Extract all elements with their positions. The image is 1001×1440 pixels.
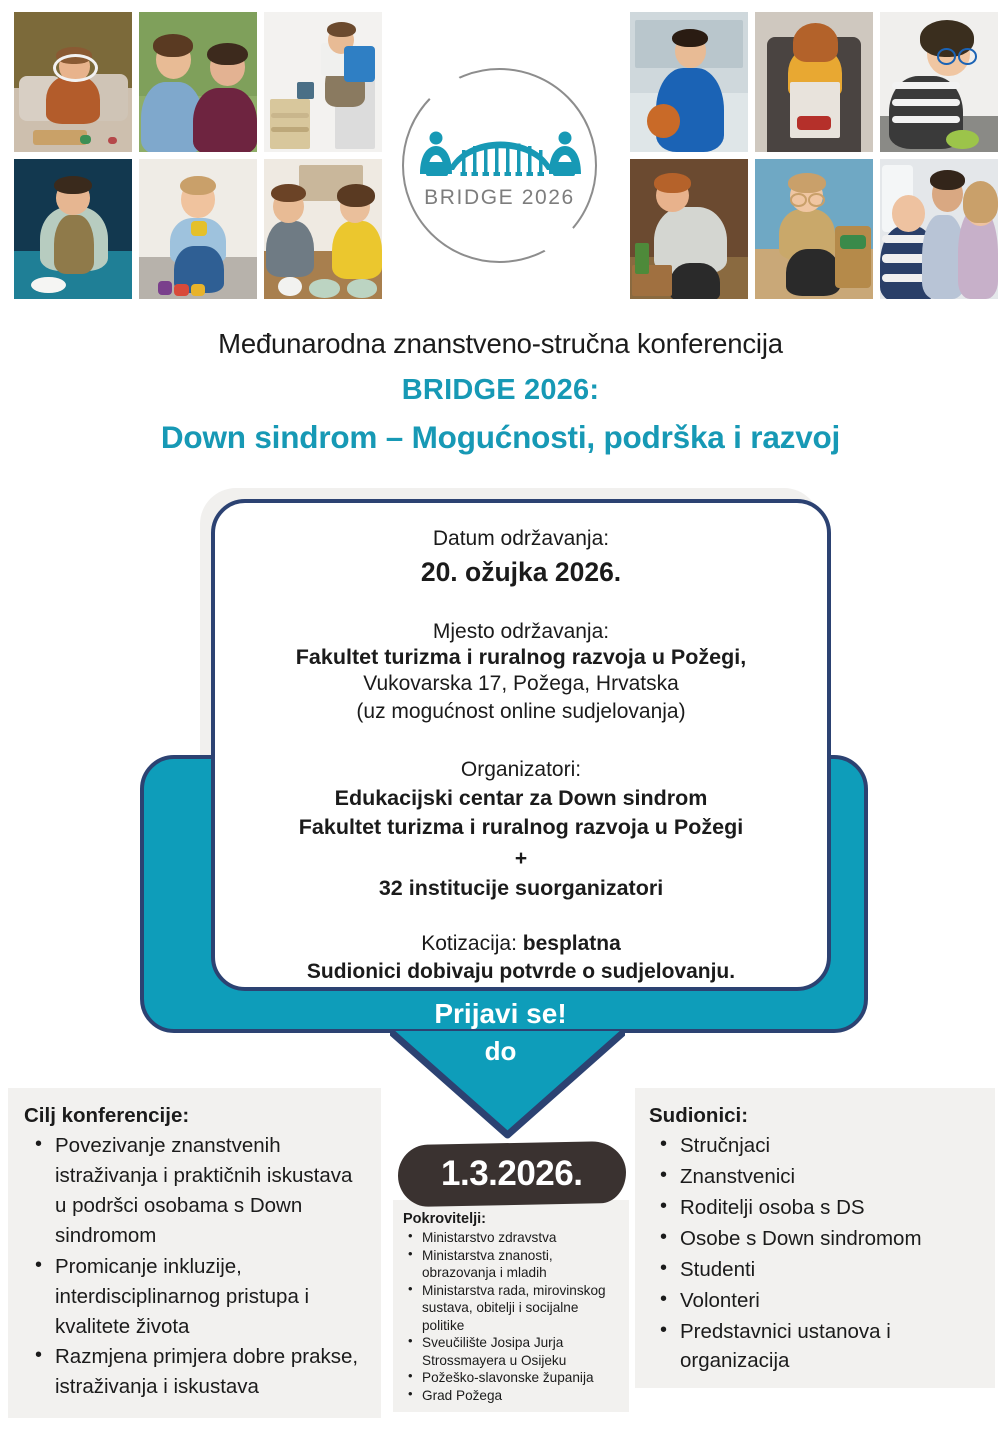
goals-list	[24, 1131, 367, 1402]
collage-photo	[630, 12, 748, 152]
conference-subtitle: Međunarodna znanstveno-stručna konferencija	[218, 328, 783, 359]
sponsors-list	[403, 1229, 619, 1404]
conference-info-box	[211, 499, 831, 991]
deadline-date: 1.3.2026.	[441, 1154, 583, 1193]
list-item: • Promicanje inkluzije, interdisciplinarnog pristupa i kvalitete života	[24, 1252, 367, 1342]
goals-title: Cilj konferencije:	[24, 1104, 190, 1127]
list-item: • Predstavnici ustanova i organizacija	[649, 1317, 981, 1377]
participants-title: Sudionici:	[649, 1104, 749, 1127]
goals-panel	[8, 1088, 381, 1418]
venue-name: Fakultet turizma i ruralnog razvoja u Požegi,	[295, 645, 747, 670]
list-item: • Znanstvenici	[649, 1162, 981, 1192]
collage-photo	[14, 12, 132, 152]
collage-photo	[755, 159, 873, 299]
organizers-label: Organizatori:	[460, 757, 582, 781]
photo-collage-right	[630, 12, 998, 299]
fee-row	[255, 930, 787, 958]
list-item: • Grad Požega	[403, 1387, 619, 1405]
deadline-badge	[397, 1141, 626, 1207]
organizer-plus: +	[514, 846, 528, 870]
collage-photo	[139, 12, 257, 152]
conference-name: BRIDGE 2026:	[401, 374, 600, 406]
certificate-note: Sudionici dobivaju potvrde o sudjelovanju.	[306, 959, 736, 983]
fee-value: besplatna	[522, 932, 621, 956]
logo-wordmark: BRIDGE 2026	[424, 186, 575, 209]
collage-photo	[630, 159, 748, 299]
collage-photo	[14, 159, 132, 299]
collage-photo	[264, 159, 382, 299]
sponsors-panel	[393, 1200, 629, 1412]
date-label: Datum održavanja:	[432, 527, 610, 550]
participants-panel	[635, 1088, 995, 1388]
list-item: • Požeško-slavonske županija	[403, 1369, 619, 1387]
list-item: • Stručnjaci	[649, 1131, 981, 1161]
list-item: • Ministarstva znanosti, obrazovanja i mladih	[403, 1247, 619, 1282]
bridge-with-people-icon	[418, 124, 583, 182]
cta-text	[0, 998, 1001, 1067]
collage-photo	[880, 159, 998, 299]
list-item: • Studenti	[649, 1255, 981, 1285]
collage-photo	[139, 159, 257, 299]
bridge-logo	[392, 58, 607, 273]
venue-label: Mjesto održavanja:	[432, 619, 610, 643]
date-value: 20. ožujka 2026.	[420, 556, 622, 587]
page-title	[0, 328, 1001, 456]
list-item: • Sveučilište Josipa Jurja Strossmayera u Osijeku	[403, 1334, 619, 1369]
sponsors-title: Pokrovitelji:	[403, 1211, 486, 1227]
collage-photo	[264, 12, 382, 152]
list-item: • Osobe s Down sindromom	[649, 1224, 981, 1254]
organizer-2: Fakultet turizma i ruralnog razvoja u Požegi	[298, 815, 744, 840]
cta-deadline-prefix: do	[484, 1036, 517, 1066]
list-item: • Volonteri	[649, 1286, 981, 1316]
cta-headline: Prijavi se!	[434, 998, 567, 1029]
fee-label: Kotizacija:	[421, 932, 517, 956]
collage-photo	[755, 12, 873, 152]
venue-note: (uz mogućnost online sudjelovanja)	[356, 700, 686, 724]
list-item: • Roditelji osoba s DS	[649, 1193, 981, 1223]
conference-theme: Down sindrom – Mogućnosti, podrška i razvoj	[160, 419, 841, 455]
venue-address: Vukovarska 17, Požega, Hrvatska	[363, 672, 679, 696]
list-item: • Ministarstva rada, mirovinskog sustava, obitelji i socijalne politike	[403, 1282, 619, 1335]
organizer-1: Edukacijski centar za Down sindrom	[334, 785, 708, 810]
list-item: • Povezivanje znanstvenih istraživanja i praktičnih iskustava u podršci osobama s Down sindromom	[24, 1131, 367, 1251]
list-item: • Razmjena primjera dobre prakse, istraživanja i iskustava	[24, 1342, 367, 1402]
participants-list	[649, 1131, 981, 1376]
collage-photo	[880, 12, 998, 152]
list-item: • Ministarstvo zdravstva	[403, 1229, 619, 1247]
photo-collage-left	[14, 12, 382, 299]
organizer-3: 32 institucije suorganizatori	[378, 876, 664, 901]
